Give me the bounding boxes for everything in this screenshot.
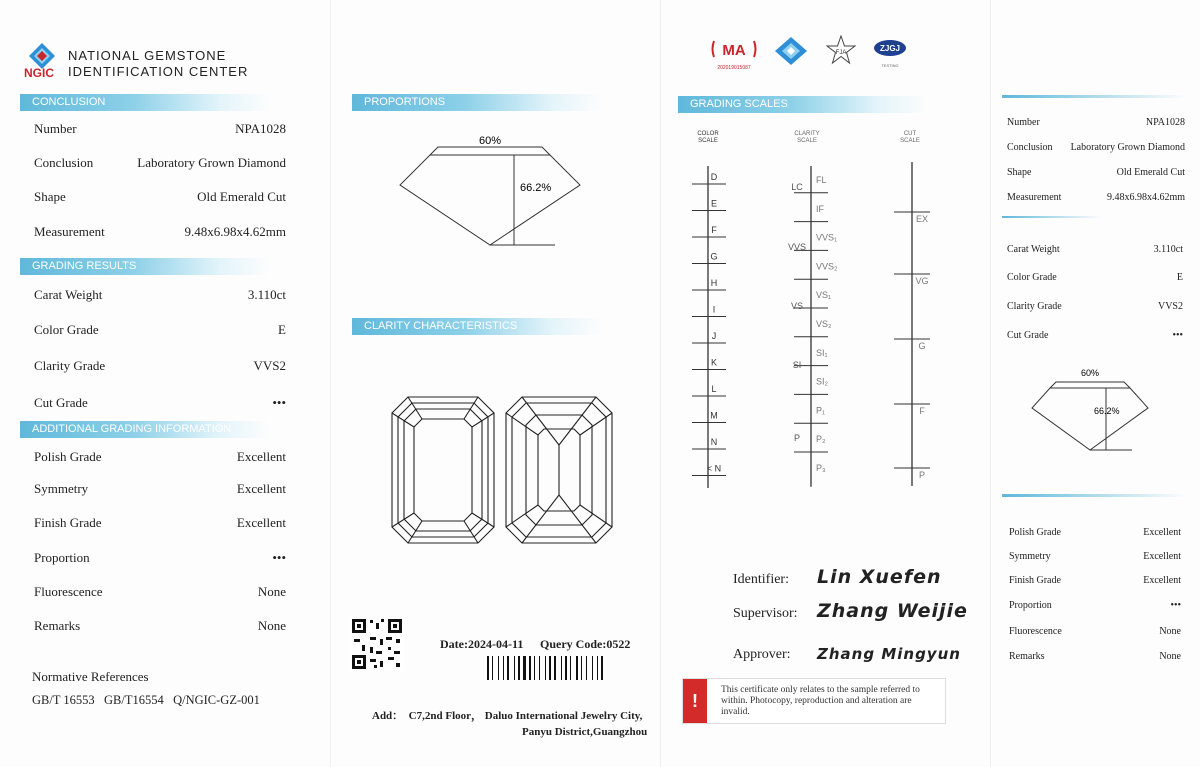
- color-grade-6: I: [712, 304, 716, 315]
- barcode-bar: [529, 656, 531, 680]
- clarity-group-p: P: [793, 433, 801, 443]
- grading-value-cut-grade: •••: [272, 395, 286, 410]
- zjgj-text: ZJGJ: [879, 44, 901, 53]
- zjgj-logo-icon: [872, 38, 908, 58]
- cma-logo-icon: [710, 38, 758, 60]
- barcode-bar: [586, 656, 587, 680]
- barcode-bar: [523, 656, 526, 680]
- clarity-grade-4: VVS₂: [816, 261, 838, 272]
- conclusion-value-measurement: 9.48x6.98x4.62mm: [184, 224, 286, 239]
- barcode-bar: [601, 656, 603, 680]
- address-line1: Add： C7,2nd Floor， Daluo International Jewelry City,: [372, 710, 643, 722]
- barcode-bar: [518, 656, 520, 680]
- conclusion-label-conclusion: Conclusion: [34, 155, 94, 170]
- barcode-bar: [487, 656, 489, 680]
- identifier-label: Identifier:: [733, 572, 789, 587]
- qr-code[interactable]: [350, 617, 404, 671]
- depth-percent-label: 66.2%: [520, 182, 552, 194]
- summary-grade-label-clarity-grade: Clarity Grade: [1007, 301, 1062, 312]
- additional-value-proportion: •••: [272, 550, 286, 565]
- clarity-grade-1: FL: [816, 175, 827, 185]
- summary-value-conclusion: Laboratory Grown Diamond: [1070, 142, 1185, 153]
- normative-refs: GB/T 16553 GB/T16554 Q/NGIC-GZ-001: [32, 693, 260, 707]
- clarity-grade-11: P₃: [816, 463, 826, 473]
- color-scale-title-1: COLOR: [697, 131, 719, 137]
- conclusion-label-shape: Shape: [34, 189, 66, 204]
- barcode-bar: [507, 656, 509, 680]
- fja-text: FJA: [835, 50, 847, 56]
- grading-label-carat-weight: Carat Weight: [34, 287, 103, 302]
- grading-scales-chart: [680, 126, 940, 488]
- clarity-scale-title-2: SCALE: [797, 138, 817, 144]
- cut-scale-title-2: SCALE: [900, 138, 920, 144]
- summary-grade-value-clarity-grade: VVS2: [1157, 301, 1183, 312]
- conclusion-value-conclusion: Laboratory Grown Diamond: [137, 155, 286, 170]
- summary-value-measurement: 9.48x6.98x4.62mm: [1106, 192, 1185, 203]
- clarity-grade-10: P₂: [816, 434, 826, 445]
- summary-extra-label-remarks: Remarks: [1009, 651, 1045, 662]
- svg-text:MA: MA: [722, 42, 746, 59]
- right-mid-rule: [1002, 216, 1102, 218]
- barcode-bar: [581, 656, 582, 680]
- additional-value-symmetry: Excellent: [236, 481, 286, 496]
- proportions-header: PROPORTIONS: [352, 94, 602, 111]
- grading-scales-header: GRADING SCALES: [678, 96, 928, 113]
- conclusion-label-number: Number: [34, 121, 77, 136]
- barcode-bar: [514, 656, 515, 680]
- clarity-characteristics-header: CLARITY CHARACTERISTICS: [352, 318, 602, 335]
- cut-grade-g: G: [918, 341, 926, 351]
- cut-grade-p: P: [918, 470, 926, 480]
- summary-extra-value-fluorescence: None: [1159, 626, 1181, 637]
- additional-label-finish-grade: Finish Grade: [34, 515, 102, 530]
- grading-label-color-grade: Color Grade: [34, 322, 99, 337]
- barcode-bar: [576, 656, 578, 680]
- cut-scale-title-1: CUT: [903, 131, 917, 137]
- barcode-bar: [545, 656, 546, 680]
- clarity-scale-title-1: CLARITY: [794, 131, 820, 137]
- grading-label-cut-grade: Cut Grade: [34, 395, 88, 410]
- barcode-bar: [492, 656, 493, 680]
- warning-notice: [682, 678, 946, 724]
- summary-grade-label-carat-weight: Carat Weight: [1007, 244, 1060, 255]
- summary-extra-label-proportion: Proportion: [1009, 600, 1052, 611]
- summary-label-number: Number: [1007, 117, 1040, 128]
- additional-label-polish-grade: Polish Grade: [34, 449, 102, 464]
- summary-extra-value-proportion: •••: [1170, 600, 1181, 611]
- summary-value-number: NPA1028: [1145, 117, 1185, 128]
- barcode-bar: [570, 656, 571, 680]
- color-grade-12: < N: [706, 463, 722, 474]
- cut-grade-f: F: [919, 406, 925, 416]
- identifier-signature: Lin Xuefen: [817, 566, 942, 588]
- barcode-bar: [534, 656, 535, 680]
- additional-value-polish-grade: Excellent: [236, 449, 286, 464]
- grading-label-clarity-grade: Clarity Grade: [34, 358, 106, 373]
- summary-label-measurement: Measurement: [1007, 192, 1062, 203]
- color-scale-title-2: SCALE: [698, 138, 718, 144]
- clarity-grade-2: IF: [816, 203, 824, 214]
- clarity-group-vvs: VVS: [787, 242, 807, 252]
- org-name-line2: IDENTIFICATION CENTER: [68, 64, 249, 79]
- color-grade-11: N: [710, 437, 718, 447]
- approver-signature: Zhang Mingyun: [817, 645, 961, 663]
- normative-title: Normative References: [32, 669, 149, 684]
- table-percent-label: 60%: [478, 135, 502, 147]
- summary-label-conclusion: Conclusion: [1007, 142, 1053, 153]
- additional-label-fluorescence: Fluorescence: [34, 584, 103, 599]
- approver-label: Approver:: [733, 647, 791, 662]
- grading-results-header: GRADING RESULTS: [20, 258, 270, 275]
- fja-star-icon: [826, 35, 856, 65]
- clarity-grade-3: VVS₁: [816, 232, 838, 243]
- issue-date: Date:2024-04-11: [440, 637, 524, 651]
- summary-table-label: 60%: [1080, 368, 1100, 378]
- color-grade-1: D: [710, 172, 718, 182]
- conclusion-value-shape: Old Emerald Cut: [197, 189, 286, 204]
- clarity-grade-6: VS₂: [816, 319, 832, 329]
- color-grade-2: E: [710, 198, 718, 209]
- additional-value-remarks: None: [257, 618, 286, 633]
- additional-value-finish-grade: Excellent: [236, 515, 286, 530]
- clarity-grade-9: P₁: [816, 405, 826, 416]
- additional-label-symmetry: Symmetry: [34, 481, 89, 496]
- diamond-logo-icon: [774, 36, 808, 66]
- color-grade-7: J: [711, 331, 717, 341]
- summary-depth-label: 66.2%: [1094, 406, 1120, 416]
- summary-grade-label-color-grade: Color Grade: [1007, 272, 1057, 283]
- summary-grade-value-carat-weight: 3.110ct: [1153, 244, 1183, 255]
- color-grade-8: K: [710, 357, 718, 368]
- summary-value-shape: Old Emerald Cut: [1116, 167, 1185, 178]
- additional-value-fluorescence: None: [257, 584, 286, 599]
- grading-value-carat-weight: 3.110ct: [247, 287, 286, 302]
- barcode-bar: [554, 656, 556, 680]
- supervisor-label: Supervisor:: [733, 606, 798, 621]
- address-line2: Panyu District,Guangzhou: [522, 726, 648, 738]
- org-name-line1: NATIONAL GEMSTONE: [68, 48, 227, 63]
- color-grade-3: F: [711, 225, 717, 235]
- barcode-bar: [498, 656, 499, 680]
- conclusion-value-number: NPA1028: [235, 121, 286, 136]
- proportions-diagram: [390, 125, 590, 255]
- grading-value-clarity-grade: VVS2: [253, 358, 286, 373]
- color-grade-9: L: [711, 384, 717, 394]
- summary-proportions-diagram: [1028, 366, 1153, 456]
- conclusion-label-measurement: Measurement: [34, 224, 105, 239]
- barcode-bar: [597, 656, 598, 680]
- right-bottom-rule: [1002, 494, 1187, 497]
- summary-extra-label-finish-grade: Finish Grade: [1009, 575, 1061, 586]
- clarity-group-si: SI: [792, 360, 802, 370]
- summary-grade-label-cut-grade: Cut Grade: [1007, 330, 1049, 341]
- cut-grade-ex: EX: [915, 214, 929, 224]
- summary-extra-value-finish-grade: Excellent: [1143, 575, 1181, 586]
- summary-grade-value-cut-grade: •••: [1172, 330, 1183, 341]
- supervisor-signature: Zhang Weijie: [817, 600, 968, 622]
- barcode-bar: [565, 656, 567, 680]
- clarity-grade-7: SI₁: [816, 347, 828, 358]
- summary-extra-value-remarks: None: [1159, 651, 1181, 662]
- clarity-group-lc: LC: [791, 182, 803, 192]
- summary-grade-value-color-grade: E: [1176, 272, 1183, 283]
- query-code: Query Code:0522: [540, 637, 631, 651]
- warning-icon: !: [683, 679, 707, 723]
- barcode-bar: [539, 656, 540, 680]
- additional-label-proportion: Proportion: [34, 550, 90, 565]
- conclusion-header: CONCLUSION: [20, 94, 270, 111]
- summary-extra-value-symmetry: Excellent: [1143, 551, 1181, 562]
- clarity-grade-5: VS₁: [816, 290, 832, 301]
- summary-extra-label-fluorescence: Fluorescence: [1009, 626, 1062, 637]
- summary-label-shape: Shape: [1007, 167, 1032, 178]
- testing-label: TESTING: [881, 63, 899, 68]
- additional-info-header: ADDITIONAL GRADING INFORMATION: [20, 421, 270, 438]
- notice-text: This certificate only relates to the sample referred to within. Photocopy, reproduction and alteration are invalid.: [721, 685, 920, 717]
- clarity-plot-diagram: [390, 395, 615, 547]
- right-top-rule: [1002, 95, 1187, 98]
- barcode-bar: [561, 656, 562, 680]
- zjgj-mark: [872, 38, 908, 68]
- summary-extra-label-polish-grade: Polish Grade: [1009, 527, 1061, 538]
- clarity-grade-8: SI₂: [816, 376, 828, 387]
- summary-extra-value-polish-grade: Excellent: [1143, 527, 1181, 538]
- logo-abbr: NGIC: [24, 66, 54, 80]
- barcode: [485, 656, 625, 680]
- cut-grade-vg: VG: [915, 276, 929, 286]
- color-grade-4: G: [710, 251, 718, 262]
- barcode-bar: [503, 656, 504, 680]
- additional-label-remarks: Remarks: [34, 618, 81, 633]
- color-grade-10: M: [710, 410, 718, 421]
- summary-extra-label-symmetry: Symmetry: [1009, 551, 1051, 562]
- barcode-bar: [549, 656, 551, 680]
- color-grade-5: H: [710, 278, 718, 288]
- barcode-bar: [592, 656, 593, 680]
- clarity-group-vs: VS: [790, 301, 804, 311]
- grading-value-color-grade: E: [278, 322, 286, 337]
- cma-mark: [710, 38, 758, 71]
- cma-code: 202019015087: [717, 65, 751, 71]
